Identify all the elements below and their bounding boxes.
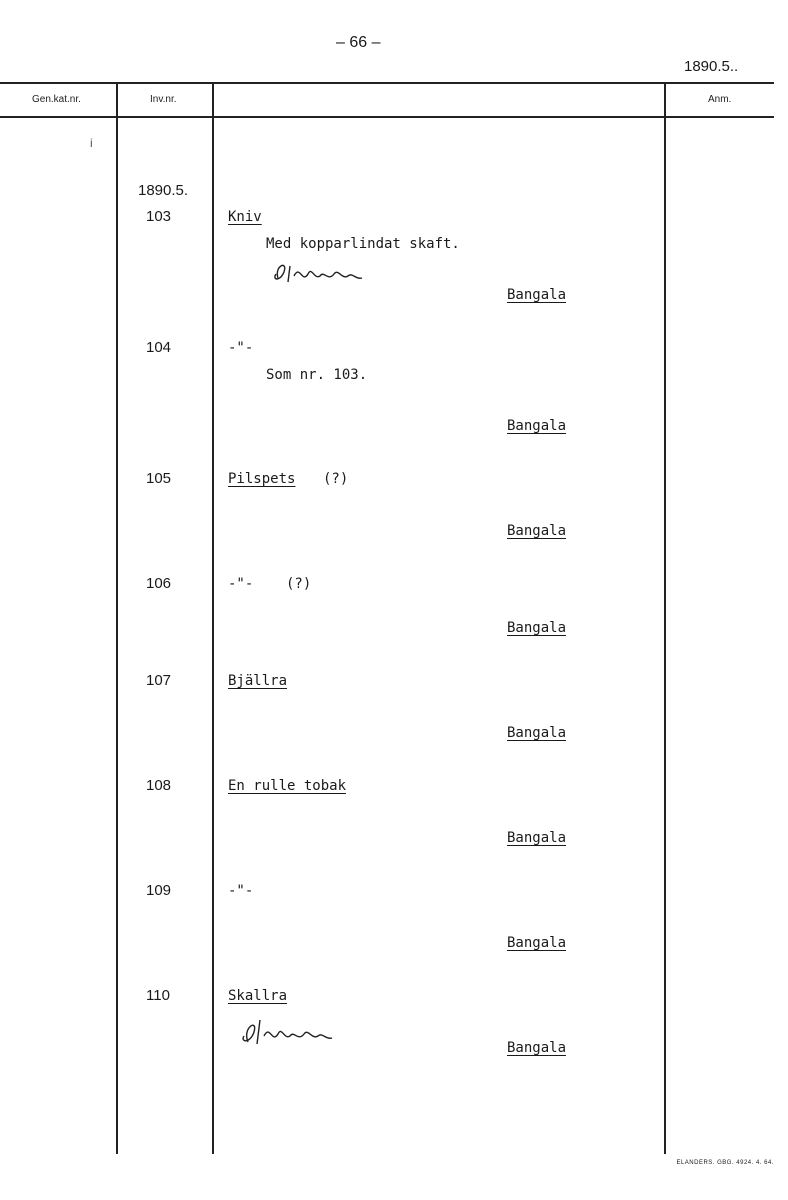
item-origin: Bangala [507,830,567,846]
item-note: (?) [286,576,312,592]
handwritten-signature [236,1012,336,1054]
column-header-gen-kat-nr: Gen.kat.nr. [32,94,81,105]
column-header-inv-nr: Inv.nr. [150,94,177,105]
item-origin: Bangala [507,523,567,539]
item-title: -"- [228,340,254,356]
inv-number: 107 [146,672,172,689]
item-title: Bjällra [228,673,288,689]
inv-number: 108 [146,777,172,794]
inv-number: 103 [146,208,172,225]
column-header-anm: Anm. [708,94,732,105]
accession-year-header: 1890.5.. [684,58,739,75]
handwritten-signature [270,256,370,292]
margin-mark: i [90,136,93,150]
inv-number: 105 [146,470,172,487]
inv-number: 104 [146,339,172,356]
signature-scribble-icon [236,1012,336,1048]
item-description: Som nr. 103. [266,367,368,383]
page-number: – 66 – [336,34,381,51]
item-origin: Bangala [507,620,567,636]
inv-number: 109 [146,882,172,899]
item-note: (?) [323,471,349,487]
item-title: -"- [228,576,254,592]
item-origin: Bangala [507,725,567,741]
item-origin: Bangala [507,1040,567,1056]
item-title: Kniv [228,209,262,225]
item-description: Med kopparlindat skaft. [266,236,460,252]
item-title: En rulle tobak [228,778,347,794]
inv-number: 110 [146,987,170,1004]
column-rule-2 [212,82,214,1154]
item-title: Pilspets [228,471,296,487]
accession-number: 1890.5. [138,182,189,199]
item-origin: Bangala [507,287,567,303]
column-rule-1 [116,82,118,1154]
item-origin: Bangala [507,418,567,434]
item-title: -"- [228,883,254,899]
printer-footer: ELANDERS. GBG. 4924. 4. 64. [676,1160,774,1166]
signature-scribble-icon [270,256,370,286]
item-origin: Bangala [507,935,567,951]
column-rule-3 [664,82,666,1154]
inv-number: 106 [146,575,172,592]
item-title: Skallra [228,988,288,1004]
